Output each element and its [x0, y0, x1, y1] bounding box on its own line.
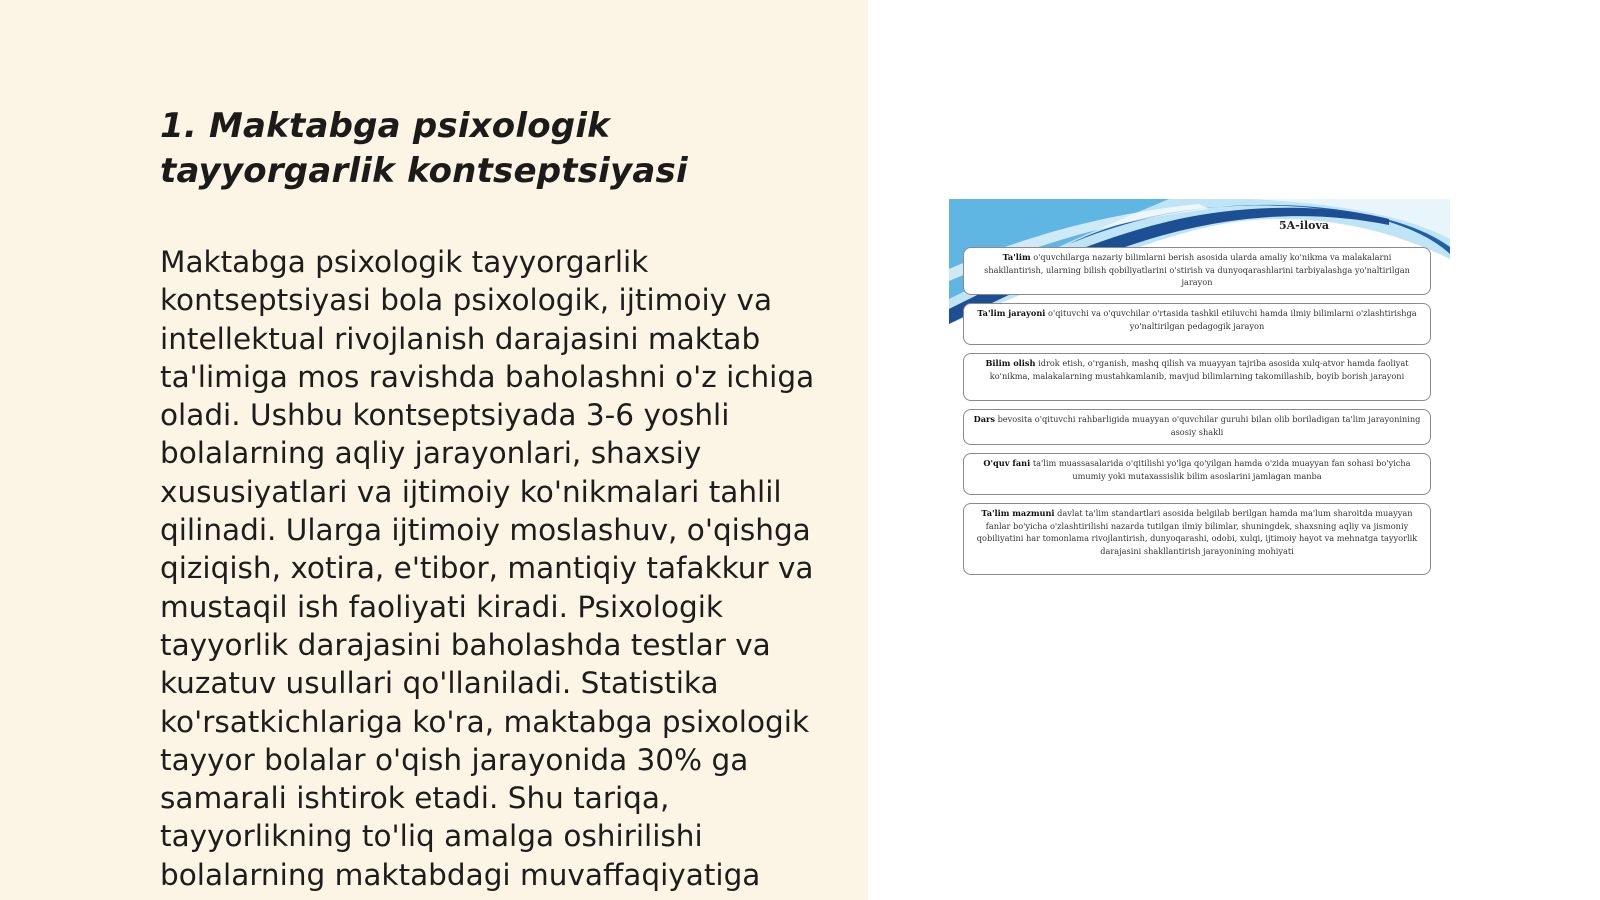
slide-title: 1. Maktabga psixologik tayyorgarlik kontseptsiyasi — [160, 106, 688, 191]
definition-box — [963, 409, 1431, 445]
definition-text: o'qituvchi va o'quvchilar o'rtasida tashkil etiluvchi hamda ilmiy bilimlarni o'zlashtirishga yo'naltirilgan pedagogik jarayon — [1048, 308, 1417, 331]
definition-term: Dars — [973, 414, 995, 424]
definition-box — [963, 247, 1431, 295]
figure-title: 5A-ilova — [1279, 219, 1329, 232]
definition-box — [963, 353, 1431, 401]
definition-box — [963, 303, 1431, 345]
definition-text: ta'lim muassasalarida o'qitilishi yo'lga qo'yilgan hamda o'zida muayyan fan sohasi bo'yicha umumiy yoki mutaxassislik bilim asoslarini jamlagan manba — [1032, 458, 1411, 481]
definition-term: Bilim olish — [985, 358, 1036, 368]
definition-term: Ta'lim mazmuni — [981, 508, 1055, 518]
definition-text: o'quvchilarga nazariy bilimlarni berish asosida ularda amaliy ko'nikma va malakalarni shakllantirish, ularning bilish qobiliyatlarini o'stirish va dunyoqarashlarini tarbiyalashga yo'naltirilgan jarayon — [984, 252, 1410, 287]
definition-box — [963, 453, 1431, 495]
definition-term: Ta'lim — [1002, 252, 1031, 262]
definition-text: davlat ta'lim standartlari asosida belgilab berilgan hamda ma'lum sharoitda muayyan fanlar bo'yicha o'zlashtirilishi nazarda tutilgan ilmiy bilimlar, shuningdek, shaxsning aqliy va jismoniy qobiliyatini har tomonlama rivojlantirish, dunyoqarashi, odobi, xulqi, ijtimoiy hayot va mehnatga tayyorlik darajasini shakllantirish jarayonining mohiyati — [976, 508, 1418, 556]
definition-term: Ta'lim jarayoni — [977, 308, 1046, 318]
definition-text: bevosita o'qituvchi rahbarligida muayyan o'quvchilar guruhi bilan olib boriladigan ta'lim jarayonining asosiy shakli — [997, 414, 1421, 437]
slide-body-text: Maktabga psixologik tayyorgarlik kontseptsiyasi bola psixologik, ijtimoiy va intellektual rivojlanish darajasini maktab ta'limiga mos ravishda baholashni o'z ichiga oladi. Ushbu kontseptsiyada 3-6 yoshli bolalarning aqliy jarayonlari, shaxsiy xususiyatlari va ijtimoiy ko'nikmalari tahlil qilinadi. Ularga ijtimoiy moslashuv, o'qishga qiziqish, xotira, e'tibor, mantiqiy tafakkur va mustaqil ish faoliyati kiradi. Psixologik tayyorlik darajasini baholashda testlar va kuzatuv usullari qo'llaniladi. Statistika ko'rsatkichlariga ko'ra, maktabga psixologik tayyor bolalar o'qish jarayonida 30% ga samarali ishtirok etadi. Shu tariqa, tayyorlikning to'liq amalga oshirilishi bolalarning maktabdagi muvaffaqiyatiga — [160, 245, 815, 892]
definition-text: idrok etish, o'rganish, mashq qilish va muayyan tajriba asosida xulq-atvor hamda faoliyat ko'nikma, malakalarning mustahkamlanib, mavjud bilimlarning takomillashib, boyib borish jarayoni — [989, 358, 1409, 381]
definition-box — [963, 503, 1431, 575]
definition-term: O'quv fani — [983, 458, 1031, 468]
definitions-figure — [949, 199, 1450, 575]
